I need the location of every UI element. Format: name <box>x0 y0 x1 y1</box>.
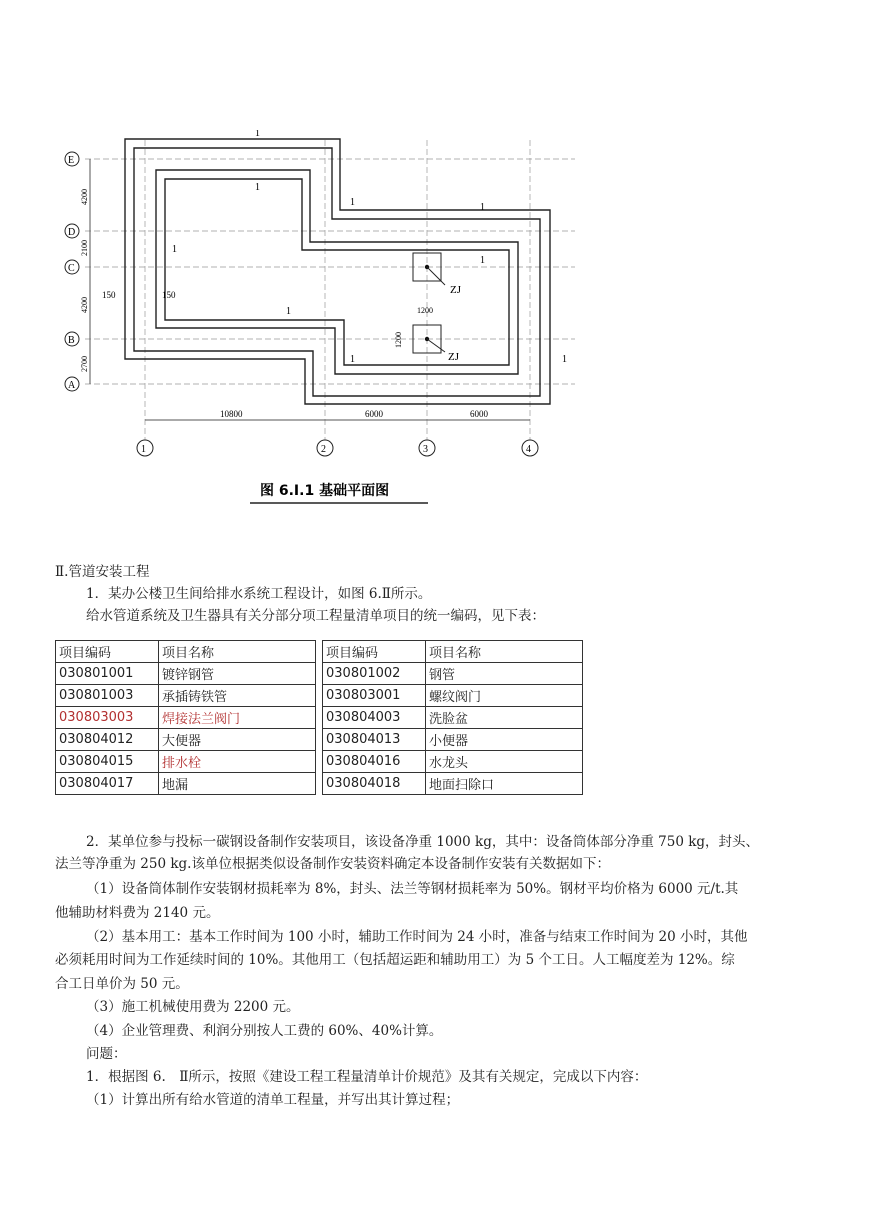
table-cell: 镀锌钢管 <box>159 663 316 685</box>
item-2-line-2: 必须耗用时间为工作延续时间的 10%。其他用工（包括超运距和辅助用工）为 5 个工日。人工幅度差为 12%。综 <box>55 952 735 968</box>
axis-label-c: C <box>68 263 75 274</box>
table-cell: 洗脸盆 <box>426 707 583 729</box>
table-cell: 地面扫除口 <box>426 773 583 795</box>
section-mark: 1 <box>255 130 260 139</box>
section-mark: 1 <box>255 182 260 193</box>
axis-label-a: A <box>68 380 76 391</box>
dim-6000-b: 6000 <box>470 409 488 419</box>
section-mark: 1 <box>350 197 355 208</box>
code-table <box>55 640 583 795</box>
dim-6000-a: 6000 <box>365 409 383 419</box>
table-cell: 030804017 <box>56 773 159 795</box>
table-cell: 030804013 <box>323 729 426 751</box>
table-header: 项目名称 <box>426 641 583 663</box>
dim-10800: 10800 <box>220 409 243 419</box>
figure-caption: 图 6.Ⅰ.1 基础平面图 <box>260 483 390 499</box>
dim-2700: 2700 <box>80 356 89 372</box>
section-mark: 1 <box>172 244 177 255</box>
axis-label-2: 2 <box>321 444 326 455</box>
table-header: 项目名称 <box>159 641 316 663</box>
question-1-1: （1）计算出所有给水管道的清单工程量，并写出其计算过程； <box>86 1092 460 1108</box>
section-title: Ⅱ.管道安装工程 <box>55 564 150 580</box>
axis-label-b: B <box>68 335 75 346</box>
table-cell: 承插铸铁管 <box>159 685 316 707</box>
table-header-row <box>56 641 583 663</box>
axis-label-4: 4 <box>526 444 531 455</box>
table-cell: 钢管 <box>426 663 583 685</box>
table-row <box>56 773 583 795</box>
dim-150-left: 150 <box>102 290 116 300</box>
section-mark: 1 <box>562 354 567 365</box>
section-mark: 1 <box>286 306 291 317</box>
item-1-line-2: 他辅助材料费为 2140 元。 <box>55 905 220 921</box>
table-cell: 030804015 <box>56 751 159 773</box>
question-2-line-2: 法兰等净重为 250 kg.该单位根据类似设备制作安装资料确定本设备制作安装有关数据如下： <box>55 856 610 872</box>
table-cell: 大便器 <box>159 729 316 751</box>
paragraph-1: 1．某办公楼卫生间给排水系统工程设计，如图 6.Ⅱ所示。 <box>86 586 432 602</box>
table-cell: 030804003 <box>323 707 426 729</box>
dim-150-right: 150 <box>162 290 176 300</box>
axis-label-3: 3 <box>423 444 428 455</box>
dim-4200-mid: 4200 <box>80 297 89 313</box>
table-cell: 030801002 <box>323 663 426 685</box>
zj-label-1: ZJ <box>450 284 461 296</box>
table-cell: 焊接法兰阀门 <box>159 707 316 729</box>
axis-label-1: 1 <box>141 444 146 455</box>
table-cell: 排水栓 <box>159 751 316 773</box>
table-cell: 030804018 <box>323 773 426 795</box>
item-1-line-1: （1）设备筒体制作安装钢材损耗率为 8%，封头、法兰等钢材损耗率为 50%。钢材平均价格为 6000 元/t.其 <box>86 881 739 897</box>
axis-label-d: D <box>68 227 76 238</box>
item-3: （3）施工机械使用费为 2200 元。 <box>86 999 300 1015</box>
table-row <box>56 729 583 751</box>
table-row <box>56 707 583 729</box>
table-cell: 030804016 <box>323 751 426 773</box>
table-cell: 螺纹阀门 <box>426 685 583 707</box>
table-cell: 030804012 <box>56 729 159 751</box>
section-mark: 1 <box>350 354 355 365</box>
item-2-line-3: 合工日单价为 50 元。 <box>55 976 189 992</box>
table-cell: 水龙头 <box>426 751 583 773</box>
table-row <box>56 663 583 685</box>
table-cell: 030803003 <box>56 707 159 729</box>
zj-label-2: ZJ <box>448 351 459 363</box>
table-header: 项目编码 <box>323 641 426 663</box>
dim-4200-top: 4200 <box>80 189 89 205</box>
table-cell: 地漏 <box>159 773 316 795</box>
table-cell: 小便器 <box>426 729 583 751</box>
pad-dim-1200-h: 1200 <box>417 306 433 315</box>
table-cell: 030801001 <box>56 663 159 685</box>
section-mark: 1 <box>480 202 485 213</box>
table-row <box>56 685 583 707</box>
section-mark: 1 <box>480 255 485 266</box>
axis-label-e: E <box>68 155 75 166</box>
table-cell: 030803001 <box>323 685 426 707</box>
item-2-line-1: （2）基本用工：基本工作时间为 100 小时，辅助工作时间为 24 小时，准备与结束工作时间为 20 小时，其他 <box>86 929 748 945</box>
question-2-line-1: 2．某单位参与投标一碳钢设备制作安装项目，该设备净重 1000 kg，其中：设备筒体部分净重 750 kg，封头、 <box>86 834 760 850</box>
dim-2100: 2100 <box>80 240 89 256</box>
pad-dim-1200-v: 1200 <box>394 332 403 348</box>
question-1: 1．根据图 6. Ⅱ所示，按照《建设工程工程量清单计价规范》及其有关规定，完成以下内容： <box>86 1069 648 1085</box>
foundation-plan-drawing <box>50 130 590 520</box>
paragraph-2: 给水管道系统及卫生器具有关分部分项工程量清单项目的统一编码，见下表： <box>86 608 545 624</box>
table-row <box>56 751 583 773</box>
item-4: （4）企业管理费、利润分别按人工费的 60%、40%计算。 <box>86 1023 443 1039</box>
table-header: 项目编码 <box>56 641 159 663</box>
question-label: 问题： <box>86 1046 127 1062</box>
table-cell: 030801003 <box>56 685 159 707</box>
